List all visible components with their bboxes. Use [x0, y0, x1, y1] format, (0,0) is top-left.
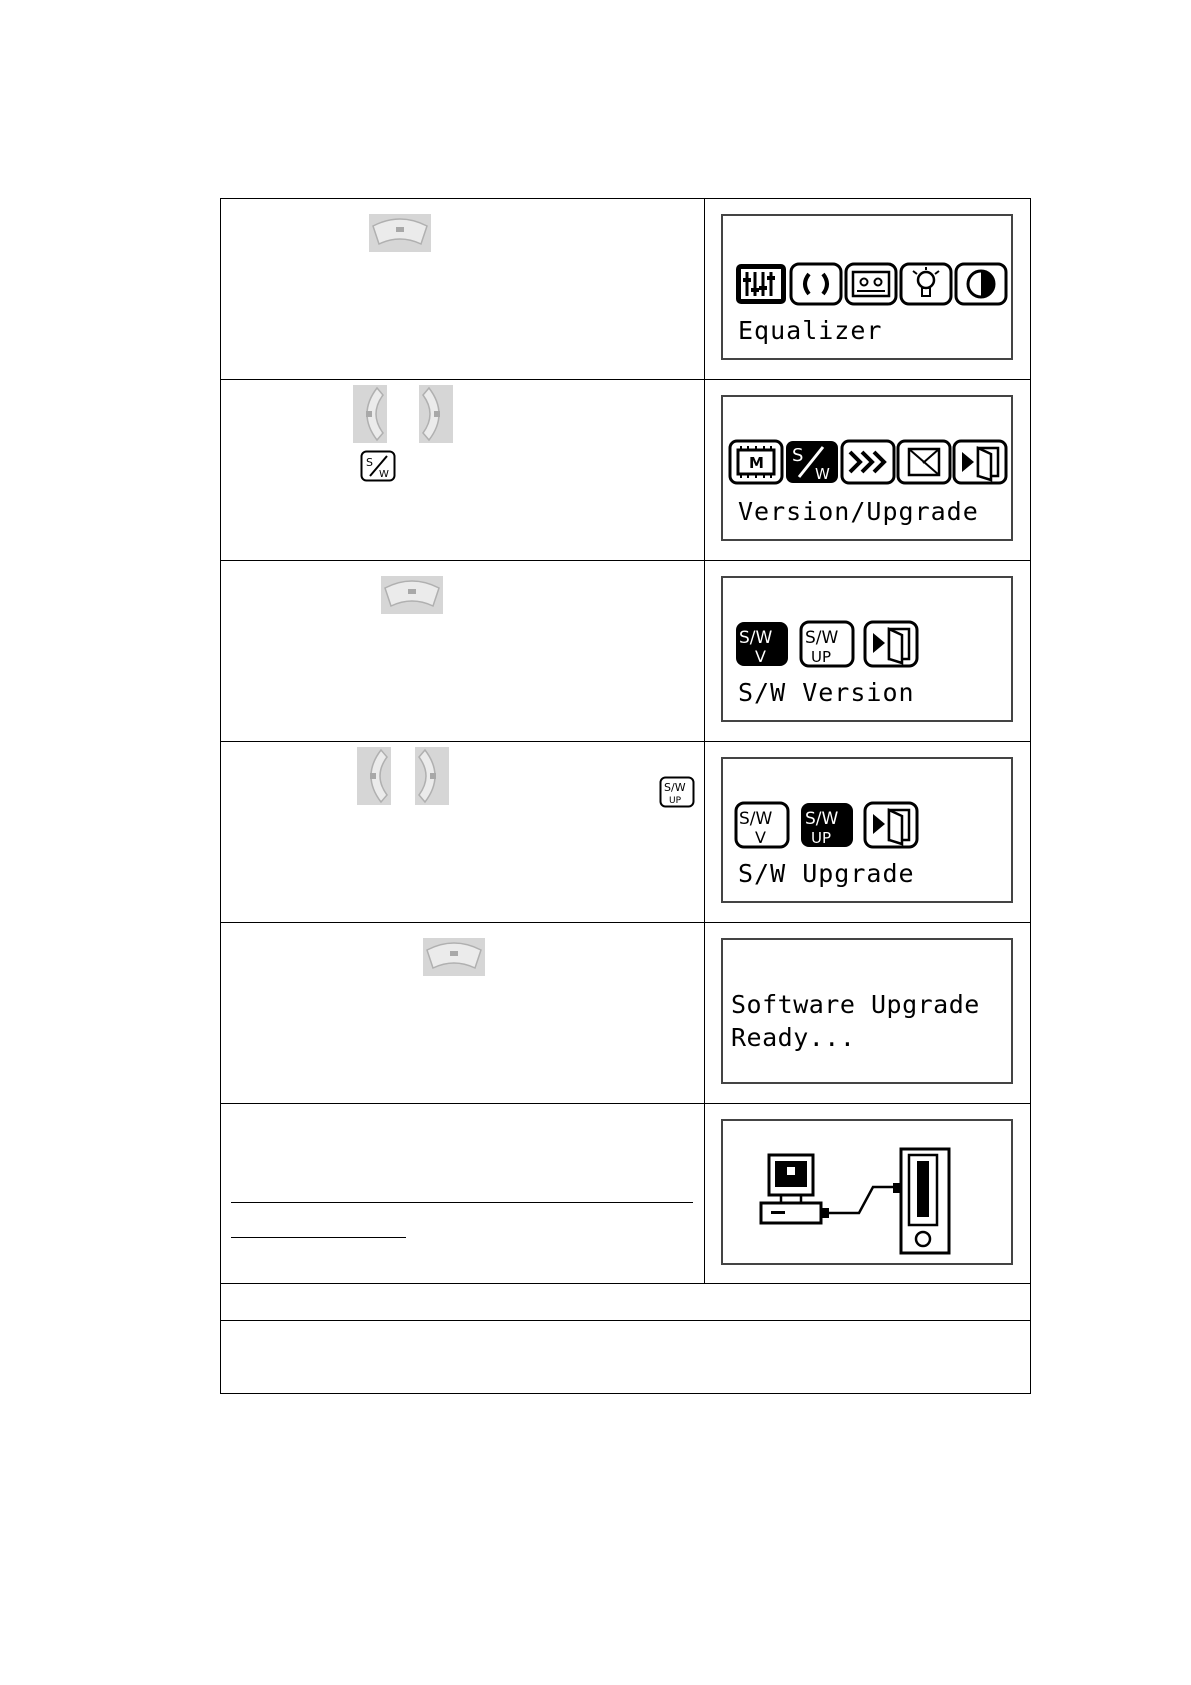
- screen-label: S/W Upgrade: [738, 859, 915, 888]
- svg-text:M: M: [749, 454, 764, 472]
- step-screen: [705, 923, 1031, 1104]
- repeat-icon: [791, 264, 841, 304]
- menu-wheel-button-icon: [423, 938, 485, 976]
- note-row: [221, 1284, 1031, 1321]
- svg-text:S/W: S/W: [664, 781, 686, 794]
- step-instruction: [221, 199, 705, 380]
- pc-to-player-cable-illustration: [723, 1121, 1011, 1263]
- step-screen: [705, 199, 1031, 380]
- screen-label: Equalizer: [738, 316, 883, 345]
- step-instruction: [221, 1104, 705, 1284]
- step-screen: [705, 561, 1031, 742]
- step-instruction: [221, 380, 705, 561]
- step-screen: [705, 1104, 1031, 1284]
- sw-icon: [786, 441, 838, 483]
- sw-upgrade-icon: [801, 622, 853, 666]
- screen-label: S/W Version: [738, 678, 915, 707]
- svg-text:W: W: [379, 469, 389, 480]
- sw-version-icon: [736, 803, 788, 847]
- svg-text:S/W: S/W: [805, 809, 839, 829]
- step-instruction: [221, 742, 705, 923]
- next-wheel-button-icon: [419, 385, 453, 443]
- svg-text:UP: UP: [669, 796, 682, 806]
- lcd-screen-equalizer: [721, 214, 1013, 360]
- step-screen: [705, 380, 1031, 561]
- note-cell: [221, 1284, 1031, 1321]
- step-screen: [705, 742, 1031, 923]
- cassette-icon: [846, 264, 896, 304]
- svg-text:S: S: [792, 445, 804, 466]
- contrast-icon: [956, 264, 1006, 304]
- svg-text:UP: UP: [811, 648, 832, 666]
- sw-version-icon: [736, 622, 788, 666]
- lcd-screen-sw-upgrade: [721, 757, 1013, 903]
- svg-text:UP: UP: [811, 829, 832, 847]
- sw-upgrade-icon: [659, 776, 695, 808]
- prev-wheel-button-icon: [353, 385, 387, 443]
- image-icon: [898, 441, 950, 483]
- upgrade-ready-message: Software Upgrade Ready...: [731, 990, 980, 1052]
- step-row: [221, 923, 1031, 1104]
- step-row: [221, 1104, 1031, 1284]
- player-device-icon: [893, 1149, 949, 1253]
- step-row: [221, 199, 1031, 380]
- screen-label: Version/Upgrade: [738, 497, 979, 526]
- step-row: [221, 742, 1031, 923]
- instruction-table: [220, 198, 1031, 1394]
- note-cell: [221, 1321, 1031, 1394]
- step-row: [221, 561, 1031, 742]
- exit-icon: [865, 803, 917, 847]
- lcd-screen-ready: [721, 938, 1013, 1084]
- lcd-screen-version-upgrade: [721, 395, 1013, 541]
- computer-icon: [761, 1155, 829, 1223]
- lcd-screen-sw-version: [721, 576, 1013, 722]
- note-row: [221, 1321, 1031, 1394]
- step-instruction: [221, 923, 705, 1104]
- step-instruction: [221, 561, 705, 742]
- next-wheel-button-icon: [415, 747, 449, 805]
- svg-text:S/W: S/W: [739, 809, 773, 829]
- svg-text:V: V: [755, 647, 766, 666]
- equalizer-icon: [736, 264, 786, 304]
- sw-icon: [360, 450, 396, 482]
- exit-icon: [954, 441, 1006, 483]
- svg-text:V: V: [755, 828, 766, 847]
- step-row: [221, 380, 1031, 561]
- underline: [231, 1237, 406, 1238]
- prev-wheel-button-icon: [357, 747, 391, 805]
- underline: [231, 1202, 693, 1203]
- svg-text:W: W: [815, 465, 830, 483]
- menu-wheel-button-icon: [381, 576, 443, 614]
- cable: [829, 1187, 893, 1213]
- svg-text:S/W: S/W: [739, 628, 773, 648]
- backlight-icon: [901, 264, 951, 304]
- memory-icon: [730, 441, 782, 483]
- svg-text:S/W: S/W: [805, 628, 839, 648]
- lcd-screen-connection: [721, 1119, 1013, 1265]
- svg-text:S: S: [366, 456, 373, 469]
- skip-icon: [842, 441, 894, 483]
- sw-upgrade-icon: [801, 803, 853, 847]
- menu-wheel-button-icon: [369, 214, 431, 252]
- exit-icon: [865, 622, 917, 666]
